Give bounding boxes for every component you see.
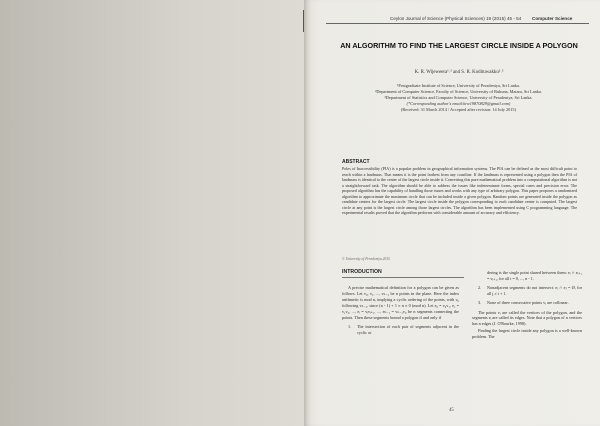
section-header: Computer Science [532,16,573,21]
list-item [472,285,582,297]
section-rule [342,277,464,278]
body-paragraph: The points vᵢ are called the vertices of the polygon, and the segments eᵢ are called its edges. Note that a polygon of n vertices has n edges (J. O'Rourke, 1998). [472,309,582,327]
abstract-heading: ABSTRACT [342,159,370,165]
list-text: None of three consecutive points vᵢ are collinear. [487,299,569,305]
paper-page [304,0,600,426]
left-column [342,285,459,336]
list-text: Nonadjacent segments do not intersect: eᵢ ∩ eⱼ = Ø, for all j ≠ i + 1. [487,284,582,296]
corresponding-email: (*Corresponding author's email:krw19870829@gmail.com) [406,101,511,106]
journal-header: Ceylon Journal of Science (Physical Sciences) 19 (2015) 45 - 54 [390,16,522,21]
intro-paragraph: A precise mathematical definition for a polygon can be given as follows. Let v₀, v₁, ..., vₙ₋₁ be n points in the plane. Here the index arithmetic is mod n, implying a cyclic ordering of the points, with v₀ following vₙ₋₁, since (n - 1) + 1 ≡ n ≡ 0 (mod n). Let e₀ = v₀v₁, e₁ = v₁v₂, ..., eᵢ = vᵢvᵢ₊₁, ..., eₙ₋₁ = vₙ₋₁v₀ be n segments connecting the points. Then these segments bound a polygon if and only if [342,285,459,320]
list-item [472,300,582,306]
abstract-text: Poles of Inaccessibility (PIA) is a popular problem in geographical information systems. The PIA can be defined as the most difficult point to reach within a landmass. That means it is the point farthest from any coastline. If the landmass is represented using a polygon then the PIA of landmass is identical to the center of the largest circle inside it. Converting this pure mathematical problem into a computational algorithm is not a straightforward task. The algorithm should be able to address the issues like indeterminate forms, special cases and precision error. The proposed algorithm has the capability of handling those issues and works with any type of arbitrary polygon. This paper proposes a randomized algorithm to approximate the maximum circle that can be included inside a given polygon. Random points are generated inside the polygon as candidate centers for the largest circle. The largest circle inside the polygon corresponding to each candidate center is computed. The largest circle at any point is the largest circle among those largest circles. The algorithm has been implemented using C programming language. The experimental results proved that the algorithm performs with considerable amount of accuracy and efficiency. [342,166,577,216]
list-item [342,324,459,336]
list-number: 3. [478,299,482,305]
authors: K. R. Wijeweera¹˒³ and S. R. Kodituwakku²˒³ [414,70,504,75]
page-number: 45 [449,408,454,413]
list-number: 1. [348,324,352,330]
copyright-line: © University of Peradeniya 2015 [342,257,390,261]
list-continuation: dering is the single point shared between them: eᵢ ∩ eᵢ₊₁ = vᵢ₊₁, for all i = 0, ..., n - 1. [487,270,582,281]
introduction-heading: INTRODUCTION [342,269,382,275]
list-number: 2. [478,284,482,290]
paper-title: AN ALGORITHM TO FIND THE LARGEST CIRCLE INSIDE A POLYGON [340,41,578,50]
affiliation-2: ²Department of Computer Science, Faculty of Science, University of Ruhuna, Matara, Sri Lanka. [375,89,542,94]
right-column [472,270,582,340]
affiliation-3: ³Department of Statistics and Computer Science, University of Peradeniya, Sri Lanka. [384,95,533,100]
header-rule [326,23,589,24]
list-text: The intersection of each pair of segments adjacent in the cyclic or [357,324,459,336]
received-dates: (Received: 31 March 2014 / Accepted after revision: 14 July 2015) [400,107,517,112]
affiliation-1: ¹Postgraduate Institute of Science, University of Peradeniya, Sri Lanka. [397,83,520,88]
body-paragraph: Finding the largest circle inside any polygon is a well-known problem. The [472,328,582,340]
